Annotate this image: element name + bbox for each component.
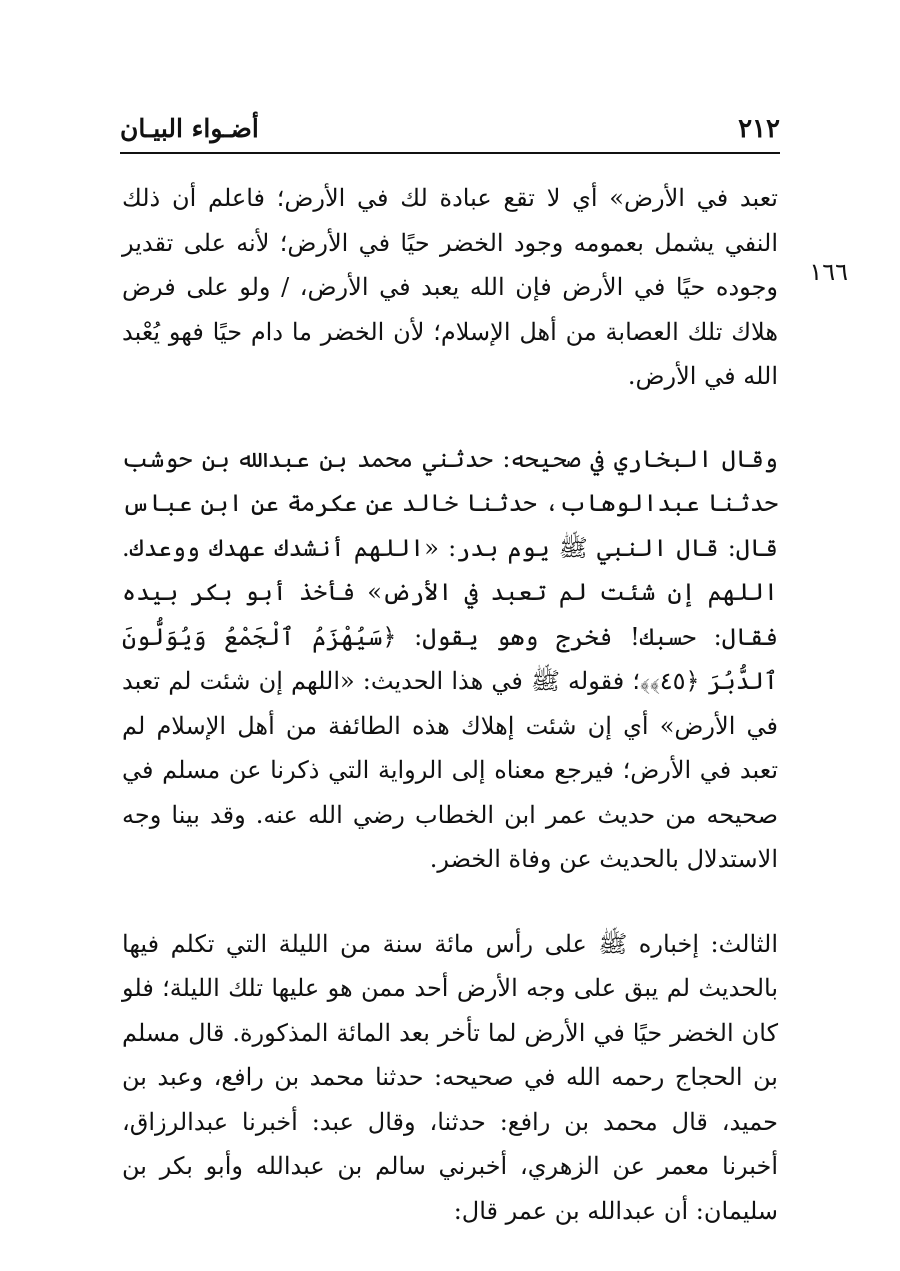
paragraph-1: تعبد في الأرض» أي لا تقع عبادة لك في الأرض؛ فاعلم أن ذلك النفي يشمل بعمومه وجود الخضر حيًا في الأرض؛ لأنه على تقدير وجوده حيًا في الأرض فإن الله يعبد في الأرض، / ولو على فرض هلاك تلك العصابة من أهل الإسلام؛ لأن الخضر ما دام حيًا فهو يُعْبد الله في الأرض.: [122, 184, 779, 390]
paragraph-3: الثالث: إخباره ﷺ على رأس مائة سنة من الليلة التي تكلم فيها بالحديث لم يبق على وجه الأرض أحد ممن هو عليها تلك الليلة؛ فلو كان الخضر حيًا في الأرض لما تأخر بعد المائة المذكورة. قال مسلم بن الحجاج رحمه الله في صحيحه: حدثنا محمد بن رافع، وعبد بن حميد، قال محمد بن رافع: حدثنا، وقال عبد: أخبرنا عبدالرزاق، أخبرنا معمر عن الزهري، أخبرني سالم بن عبدالله وأبو بكر بن سليمان: أن عبدالله بن عمر قال:: [122, 929, 779, 1225]
body-text: [122, 176, 778, 1233]
paragraph-2: وقال البخاري في صحيحه: حدثني محمد بن عبدالله بن حوشب حدثنا عبدالوهاب، حدثنا خالد عن عكرمة عن ابن عباس قال: قال النبي ﷺ يوم بدر: «اللهم أنشدك عهدك ووعدك. اللهم إن شئت لم تعبد في الأرض» فأخذ أبو بكر بيده فقال: حسبك! فخرج وهو يقول: ﴿سَيُهْزَمُ ٱلْجَمْعُ وَيُوَلُّونَ ٱلدُّبُرَ ﴿٤٥﴾﴾؛ فقوله ﷺ في هذا الحديث: «اللهم إن شئت لم تعبد في الأرض» أي إن شئت إهلاك هذه الطائفة من أهل الإسلام لم تعبد في الأرض؛ فيرجع معناه إلى الرواية التي ذكرنا عن مسلم في صحيحه من حديث عمر ابن الخطاب رضي الله عنه. وقد بينا وجه الاستدلال بالحديث عن وفاة الخضر.: [122, 444, 778, 873]
paragraph-spacer: [122, 399, 778, 437]
running-title: أضـواء البيـان: [120, 114, 259, 143]
page-header: [120, 108, 780, 152]
margin-page-reference: ١٦٦: [809, 258, 848, 286]
header-rule: [120, 152, 780, 154]
paragraph-spacer: [122, 882, 778, 922]
page-number: ٢١٢: [738, 114, 780, 144]
